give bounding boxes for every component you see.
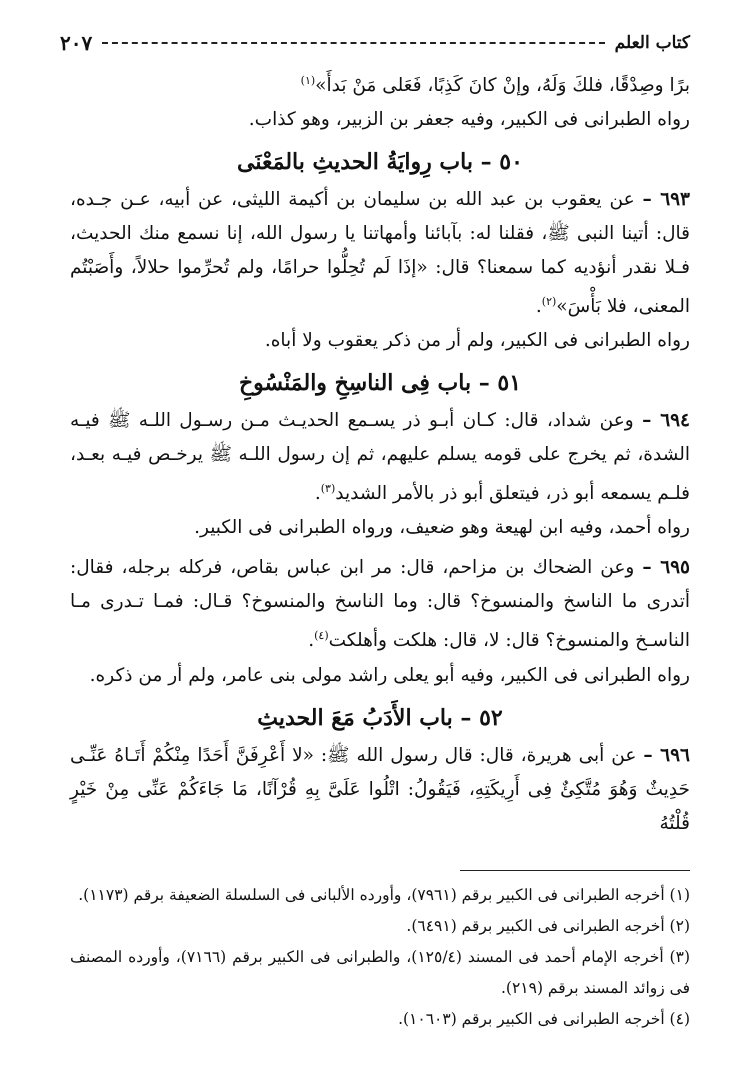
chapter-heading-51: ٥١ – باب فِى الناسِخِ والمَنْسُوخِ [238, 370, 522, 397]
chapter-heading-50: ٥٠ – باب رِوايَةُ الحديثِ بالمَعْنَى [237, 149, 523, 176]
footnote-ref-2: (٢) [541, 295, 557, 309]
hadith-number: ٦٩٥ – [642, 557, 690, 579]
hadith-number: ٦٩٤ – [642, 410, 690, 432]
footnote-3: (٣) أخرجه الإمام أحمد فى المسند (١٢٥/٤)، والطبرانى فى الكبير برقم (٧١٦٦)، وأورده المصنف فى زوائد المسند برقم (٢١٩). [70, 948, 690, 997]
page-header [60, 26, 690, 60]
narration-note: رواه الطبرانى فى الكبير، وفيه أبو يعلى راشد مولى بنى عامر، ولم أر من ذكره. [89, 664, 690, 686]
hadith-text: وعن الضحاك بن مزاحم، قال: مر ابن عباس بقاص، فركله برجله، فقال: أتدرى ما الناسخ والمنسوخ؟ قال: وما الناسخ والمنسوخ؟ قـال: فمـا تـدرى مـا الناسـخ والمنسوخ؟ قال: لا، قال: هلكت وأهلكت [70, 557, 690, 652]
paragraph-continuation [70, 64, 690, 103]
footnote-4: (٤) أخرجه الطبرانى فى الكبير برقم (١٠٦٠٣). [398, 1010, 690, 1028]
hadith-696 [70, 739, 690, 841]
footnote-1: (١) أخرجه الطبرانى فى الكبير برقم (٧٩٦١)، وأورده الألبانى فى السلسلة الضعيفة برقم (١١٧٣). [78, 886, 690, 904]
narration-note: رواه الطبرانى فى الكبير، ولم أر من ذكر يعقوب ولا أباه. [264, 330, 690, 352]
narration-note: رواه الطبرانى فى الكبير، وفيه جعفر بن الزبير، وهو كذاب. [248, 109, 690, 131]
page-number: ٢٠٧ [60, 31, 93, 55]
footnote-ref-3: (٣) [320, 482, 336, 496]
hadith-694: ٦٩٤ – وعن شداد، قال: كـان أبـو ذر يسـمع الحديـث مـن رسـول اللـه ﷺ فيـه الشدة، ثم يخرج على قومه يسلم عليهم، ثم إن رسول اللـه ﷺ يرخـص فيـه بعـد، فلـم يسمعه أبو ذر، فيتعلق أبو ذر بالأمر الشديد$^{(٣)}$. [70, 410, 690, 505]
running-title: كتاب العلم [614, 33, 690, 53]
hadith-number: ٦٩٣ – [642, 189, 690, 211]
chapter-heading-52: ٥٢ – باب الأَدَبُ مَعَ الحديثِ [257, 704, 503, 731]
continuation-text: برًا وصِدْقًا، فلكَ وَلَهُ، وإنْ كانَ كَذِبًا، فَعَلى مَنْ بَدأَ» [315, 75, 690, 97]
footnote-ref-1: (١) [300, 74, 316, 87]
header-dash-rule [102, 42, 604, 44]
footnote-ref-4: (٤) [314, 629, 329, 643]
hadith-text: عن يعقوب بن عبد الله بن سليمان بن أكيمة الليثى، عن أبيه، عـن جـده، قال: أتينا النبى ﷺ، فقلنا له: بآبائنا وأمهاتنا يا رسول الله، إنا نسمع منك الحديث، فـلا نقدر أنؤديه كما سمعنا؟ قال: «إذَا لَم تُحِلُّوا حرامًا، ولم تُحرِّموا حلالاً، وأَصَبْتُم المعنى، فلا بَأْسَ» [70, 189, 690, 318]
hadith-number: ٦٩٦ – [643, 744, 690, 766]
narration-note: رواه أحمد، وفيه ابن لهيعة وهو ضعيف، ورواه الطبرانى فى الكبير. [194, 517, 690, 539]
hadith-text: عن أبى هريرة، قال: قال رسول الله ﷺ: «لا أَعْرِفَنَّ أَحَدًا مِنْكُمْ أَتَـاهُ عَنِّـى حَدِيثٌ وَهُوَ مُتَّكِئٌ فِى أَرِيكَتِهِ، فَيَقُولُ: اتْلُوا عَلَىَّ بِهِ قُرْآنًا، مَا جَاءَكُمْ عَنِّى مِنْ خَيْرٍ قُلْتُهُ [70, 744, 690, 834]
footnote-separator [460, 870, 690, 871]
hadith-693: ٦٩٣ – عن يعقوب بن عبد الله بن سليمان بن أكيمة الليثى، عن أبيه، عـن جـده، قال: أتينا النبى ﷺ، فقلنا له: بآبائنا وأمهاتنا يا رسول الله، إنا نسمع منك الحديث، فـلا نقدر أنؤديه كما سمعنا؟ قال: «إذَا لَم تُحِلُّوا حرامًا، ولم تُحرِّموا حلالاً، وأَصَبْتُم المعنى، فلا بَأْسَ»$^{(٢)}$. [70, 189, 690, 318]
footnotes [70, 880, 690, 1035]
page-body [70, 64, 690, 841]
footnote-2: (٢) أخرجه الطبرانى فى الكبير برقم (٦٤٩١). [406, 917, 690, 935]
hadith-695: ٦٩٥ – وعن الضحاك بن مزاحم، قال: مر ابن عباس بقاص، فركله برجله، فقال: أتدرى ما الناسخ والمنسوخ؟ قال: وما الناسخ والمنسوخ؟ قـال: فمـا تـدرى مـا الناسـخ والمنسوخ؟ قال: لا، قال: هلكت وأهلكت$^{(٤)}$. [70, 557, 690, 652]
hadith-text: وعن شداد، قال: كـان أبـو ذر يسـمع الحديـث مـن رسـول اللـه ﷺ فيـه الشدة، ثم يخرج على قومه يسلم عليهم، ثم إن رسول اللـه ﷺ يرخـص فيـه بعـد، فلـم يسمعه أبو ذر، فيتعلق أبو ذر بالأمر الشديد [70, 410, 690, 505]
